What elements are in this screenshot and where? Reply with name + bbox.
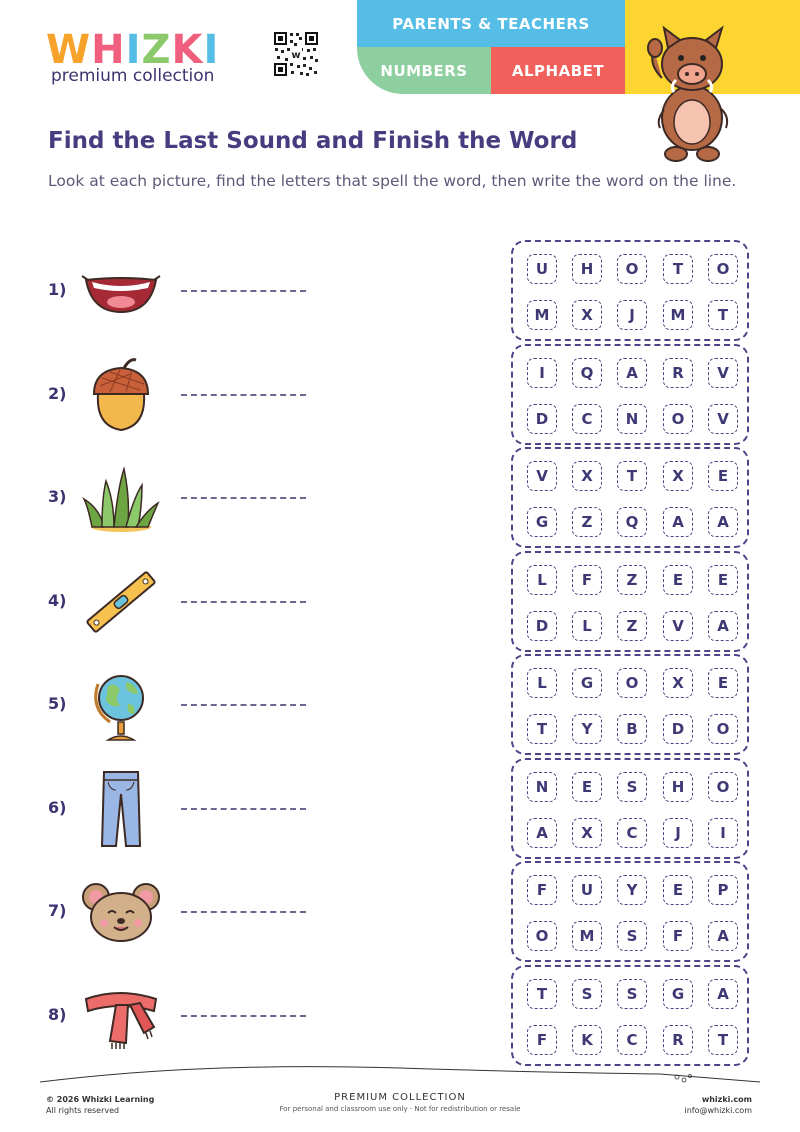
letter-tile[interactable]: G: [527, 507, 557, 537]
collection-label: PREMIUM COLLECTION: [334, 1092, 466, 1103]
letter-tile[interactable]: P: [708, 875, 738, 905]
letter-grid: [511, 551, 749, 652]
letter-tile[interactable]: N: [617, 404, 647, 434]
email-link[interactable]: info@whizki.com: [684, 1106, 752, 1115]
letter-tile[interactable]: M: [527, 300, 557, 330]
letter-tile[interactable]: Z: [617, 565, 647, 595]
letter-tile[interactable]: I: [708, 818, 738, 848]
letter-tile[interactable]: X: [572, 461, 602, 491]
answer-line[interactable]: [181, 1015, 306, 1017]
footer-copyright: [46, 1094, 154, 1116]
letter-tile[interactable]: A: [663, 507, 693, 537]
logo-letter: W: [46, 27, 92, 73]
acorn-icon: [80, 354, 162, 436]
answer-line[interactable]: [181, 601, 306, 603]
letter-tile[interactable]: T: [663, 254, 693, 284]
letter-tile[interactable]: X: [663, 461, 693, 491]
letter-tile[interactable]: A: [708, 507, 738, 537]
svg-text:w: w: [291, 50, 301, 61]
letter-tile[interactable]: M: [572, 921, 602, 951]
letter-tile[interactable]: U: [572, 875, 602, 905]
exercise-row: [0, 965, 800, 1065]
logo-letter: I: [125, 27, 142, 73]
letter-tile[interactable]: E: [663, 565, 693, 595]
letter-tile[interactable]: G: [572, 668, 602, 698]
worksheet-title: Find the Last Sound and Finish the Word: [48, 128, 578, 154]
worksheet-instructions: Look at each picture, find the letters that spell the word, then write the word on the line.: [48, 172, 737, 190]
letter-tile[interactable]: X: [572, 300, 602, 330]
exercise-row: [0, 758, 800, 858]
letter-tile[interactable]: O: [708, 714, 738, 744]
letter-tile[interactable]: F: [663, 921, 693, 951]
letter-tile[interactable]: I: [527, 358, 557, 388]
exercise-number: 2): [48, 383, 67, 403]
answer-line[interactable]: [181, 704, 306, 706]
rights-text: All rights reserved: [46, 1106, 120, 1115]
letter-tile[interactable]: A: [708, 921, 738, 951]
whizki-logo: [46, 27, 220, 73]
letter-tile[interactable]: E: [663, 875, 693, 905]
exercise-row: [0, 551, 800, 651]
letter-grid: [511, 861, 749, 962]
qr-code-icon: [273, 31, 319, 77]
letter-tile[interactable]: S: [617, 921, 647, 951]
ruler-icon: [80, 561, 162, 643]
letter-tile[interactable]: S: [617, 772, 647, 802]
exercise-row: [0, 344, 800, 444]
exercise-number: 3): [48, 487, 67, 506]
letter-tile[interactable]: E: [708, 565, 738, 595]
letter-tile[interactable]: G: [663, 979, 693, 1009]
exercise-row: [0, 861, 800, 961]
footer-contact: [684, 1094, 752, 1116]
letter-tile[interactable]: F: [527, 1025, 557, 1055]
letter-tile[interactable]: A: [708, 979, 738, 1009]
answer-line[interactable]: [181, 808, 306, 810]
exercise-number: 6): [48, 797, 67, 817]
letter-tile[interactable]: V: [708, 404, 738, 434]
letter-tile[interactable]: F: [572, 565, 602, 595]
letter-tile[interactable]: J: [663, 818, 693, 848]
letter-tile[interactable]: D: [527, 611, 557, 641]
letter-tile[interactable]: L: [527, 565, 557, 595]
exercise-number: 1): [48, 280, 67, 299]
answer-line[interactable]: [181, 290, 306, 292]
letter-tile[interactable]: O: [663, 404, 693, 434]
letter-grid: [511, 447, 749, 548]
letter-tile[interactable]: D: [527, 404, 557, 434]
letter-tile[interactable]: C: [617, 818, 647, 848]
letter-tile[interactable]: A: [617, 358, 647, 388]
jeans-icon: [80, 768, 162, 850]
letter-tile[interactable]: V: [663, 611, 693, 641]
letter-tile[interactable]: Q: [617, 507, 647, 537]
exercise-number: 5): [48, 694, 67, 713]
tab-alphabet[interactable]: ALPHABET: [491, 47, 625, 94]
usage-note: For personal and classroom use only · Not for redistribution or resale: [279, 1105, 521, 1113]
exercise-number: 8): [48, 1004, 67, 1024]
letter-tile[interactable]: O: [708, 254, 738, 284]
logo-letter: I: [203, 27, 220, 73]
letter-tile[interactable]: B: [617, 714, 647, 744]
letter-tile[interactable]: S: [617, 979, 647, 1009]
letter-tile[interactable]: R: [663, 358, 693, 388]
answer-line[interactable]: [181, 394, 306, 396]
letter-tile[interactable]: D: [663, 714, 693, 744]
copyright-text: © 2026 Whizki Learning: [46, 1095, 155, 1104]
letter-tile[interactable]: K: [572, 1025, 602, 1055]
letter-tile[interactable]: T: [708, 300, 738, 330]
letter-tile[interactable]: F: [527, 875, 557, 905]
letter-grid: [511, 240, 749, 341]
letter-tile[interactable]: V: [527, 461, 557, 491]
letter-tile[interactable]: U: [527, 254, 557, 284]
answer-line[interactable]: [181, 497, 306, 499]
mouse-face-icon: [80, 871, 162, 953]
letter-tile[interactable]: O: [617, 668, 647, 698]
letter-tile[interactable]: V: [708, 358, 738, 388]
letter-tile[interactable]: X: [572, 818, 602, 848]
letter-grid: [511, 758, 749, 859]
letter-tile[interactable]: O: [708, 772, 738, 802]
exercise-row: [0, 447, 800, 547]
letter-grid: [511, 344, 749, 445]
letter-tile[interactable]: Q: [572, 358, 602, 388]
letter-tile[interactable]: N: [527, 772, 557, 802]
letter-tile[interactable]: O: [527, 921, 557, 951]
letter-tile[interactable]: T: [617, 461, 647, 491]
boar-mascot-icon: [634, 20, 750, 168]
letter-tile[interactable]: S: [572, 979, 602, 1009]
scarf-icon: [80, 975, 162, 1057]
answer-line[interactable]: [181, 911, 306, 913]
exercise-row: [0, 240, 800, 340]
exercise-number: 4): [48, 590, 67, 610]
letter-tile[interactable]: Z: [617, 611, 647, 641]
letter-tile[interactable]: L: [527, 668, 557, 698]
letter-tile[interactable]: Z: [572, 507, 602, 537]
letter-tile[interactable]: J: [617, 300, 647, 330]
globe-icon: [80, 664, 162, 746]
letter-tile[interactable]: T: [527, 714, 557, 744]
logo-letter: H: [91, 27, 126, 73]
grass-icon: [80, 457, 162, 539]
letter-tile[interactable]: H: [572, 254, 602, 284]
site-link[interactable]: whizki.com: [701, 1095, 752, 1104]
letter-tile[interactable]: M: [663, 300, 693, 330]
letter-tile[interactable]: O: [617, 254, 647, 284]
footer-collection: [250, 1092, 550, 1113]
letter-tile[interactable]: X: [663, 668, 693, 698]
letter-tile[interactable]: E: [572, 772, 602, 802]
mouth-icon: [80, 250, 162, 332]
letter-tile[interactable]: T: [708, 1025, 738, 1055]
exercise-row: [0, 654, 800, 754]
tab-parents-teachers[interactable]: PARENTS & TEACHERS: [357, 0, 625, 47]
letter-tile[interactable]: T: [527, 979, 557, 1009]
letter-tile[interactable]: C: [617, 1025, 647, 1055]
tab-numbers[interactable]: NUMBERS: [357, 47, 491, 94]
letter-tile[interactable]: L: [572, 611, 602, 641]
exercise-number: 7): [48, 901, 67, 920]
letter-tile[interactable]: A: [708, 611, 738, 641]
letter-grid: [511, 965, 749, 1066]
letter-grid: [511, 654, 749, 755]
logo-subtitle: premium collection: [51, 66, 215, 86]
letter-tile[interactable]: H: [663, 772, 693, 802]
letter-tile[interactable]: Y: [617, 875, 647, 905]
logo-letter: K: [171, 27, 204, 73]
letter-tile[interactable]: E: [708, 461, 738, 491]
letter-tile[interactable]: Y: [572, 714, 602, 744]
footer-wave-decoration: [0, 1060, 800, 1090]
letter-tile[interactable]: A: [527, 818, 557, 848]
letter-tile[interactable]: R: [663, 1025, 693, 1055]
letter-tile[interactable]: E: [708, 668, 738, 698]
letter-tile[interactable]: C: [572, 404, 602, 434]
logo-letter: Z: [141, 27, 172, 73]
